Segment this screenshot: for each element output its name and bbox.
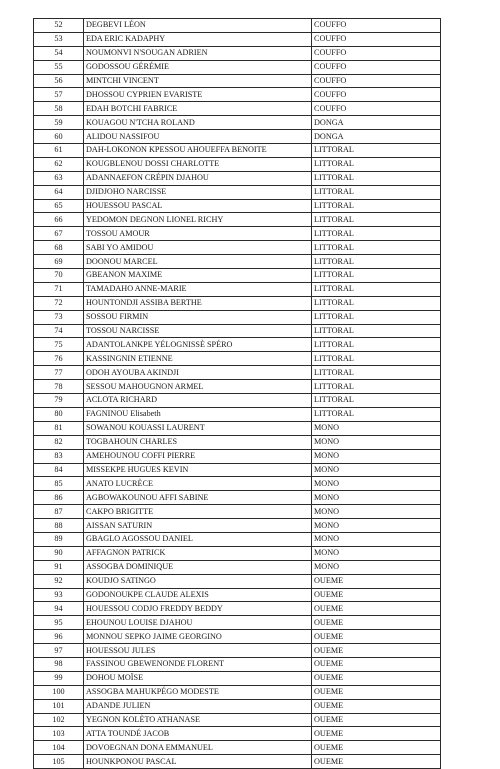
department-cell: DONGA — [312, 130, 441, 144]
table-row — [34, 185, 441, 199]
department-cell: MONO — [312, 435, 441, 449]
table-row — [34, 560, 441, 574]
name-cell: SOWANOU KOUASSI LAURENT — [84, 421, 312, 435]
row-number-cell: 74 — [34, 324, 84, 338]
row-number-cell: 104 — [34, 741, 84, 755]
row-number-cell: 94 — [34, 602, 84, 616]
table-row — [34, 532, 441, 546]
department-cell: OUEME — [312, 644, 441, 658]
table-row — [34, 255, 441, 269]
department-cell: COUFFO — [312, 102, 441, 116]
department-cell: OUEME — [312, 741, 441, 755]
table-row — [34, 199, 441, 213]
table-row — [34, 741, 441, 755]
department-cell: OUEME — [312, 699, 441, 713]
name-cell: TOSSOU AMOUR — [84, 227, 312, 241]
table-row — [34, 394, 441, 408]
name-cell: FASSINOU GBEWENONDE FLORENT — [84, 657, 312, 671]
department-cell: MONO — [312, 421, 441, 435]
table-row — [34, 421, 441, 435]
row-number-cell: 69 — [34, 255, 84, 269]
table-row — [34, 88, 441, 102]
table-row — [34, 602, 441, 616]
department-cell: LITTORAL — [312, 227, 441, 241]
table-row — [34, 657, 441, 671]
department-cell: LITTORAL — [312, 394, 441, 408]
row-number-cell: 83 — [34, 449, 84, 463]
name-cell: FAGNINOU Elisabeth — [84, 407, 312, 421]
row-number-cell: 59 — [34, 116, 84, 130]
row-number-cell: 87 — [34, 505, 84, 519]
name-cell: CAKPO BRIGITTE — [84, 505, 312, 519]
row-number-cell: 64 — [34, 185, 84, 199]
name-cell: ADANTOLANKPE YÉLOGNISSÈ SPÉRO — [84, 338, 312, 352]
table-row — [34, 630, 441, 644]
department-cell: OUEME — [312, 574, 441, 588]
row-number-cell: 90 — [34, 546, 84, 560]
table-row — [34, 241, 441, 255]
row-number-cell: 56 — [34, 74, 84, 88]
name-cell: ODOH AYOUBA AKINDJI — [84, 366, 312, 380]
table-row — [34, 269, 441, 283]
department-cell: MONO — [312, 505, 441, 519]
department-cell: LITTORAL — [312, 255, 441, 269]
department-cell: LITTORAL — [312, 171, 441, 185]
table-row — [34, 296, 441, 310]
name-cell: ACLOTA RICHARD — [84, 394, 312, 408]
table-row — [34, 352, 441, 366]
name-cell: MINTCHI VINCENT — [84, 74, 312, 88]
department-cell: MONO — [312, 449, 441, 463]
department-cell: DONGA — [312, 116, 441, 130]
table-row — [34, 213, 441, 227]
row-number-cell: 98 — [34, 657, 84, 671]
name-cell: ADANNAEFON CRÉPIN DJAHOU — [84, 171, 312, 185]
department-cell: LITTORAL — [312, 407, 441, 421]
name-cell: ASSOGBA DOMINIQUE — [84, 560, 312, 574]
department-cell: COUFFO — [312, 60, 441, 74]
table-row — [34, 380, 441, 394]
row-number-cell: 57 — [34, 88, 84, 102]
row-number-cell: 105 — [34, 755, 84, 769]
department-cell: MONO — [312, 477, 441, 491]
table-row — [34, 60, 441, 74]
department-cell: MONO — [312, 546, 441, 560]
name-cell: SABI YO AMIDOU — [84, 241, 312, 255]
department-cell: OUEME — [312, 671, 441, 685]
department-cell: LITTORAL — [312, 157, 441, 171]
department-cell: OUEME — [312, 616, 441, 630]
roster-table — [33, 18, 441, 769]
name-cell: DJIDJOHO NARCISSE — [84, 185, 312, 199]
row-number-cell: 93 — [34, 588, 84, 602]
name-cell: NOUMONVI N'SOUGAN ADRIEN — [84, 46, 312, 60]
row-number-cell: 62 — [34, 157, 84, 171]
department-cell: LITTORAL — [312, 185, 441, 199]
department-cell: OUEME — [312, 657, 441, 671]
table-row — [34, 366, 441, 380]
department-cell: LITTORAL — [312, 366, 441, 380]
department-cell: OUEME — [312, 713, 441, 727]
department-cell: LITTORAL — [312, 241, 441, 255]
row-number-cell: 58 — [34, 102, 84, 116]
name-cell: DHOSSOU CYPRIEN EVARISTE — [84, 88, 312, 102]
department-cell: OUEME — [312, 685, 441, 699]
row-number-cell: 72 — [34, 296, 84, 310]
row-number-cell: 61 — [34, 144, 84, 158]
row-number-cell: 78 — [34, 380, 84, 394]
table-row — [34, 755, 441, 769]
row-number-cell: 89 — [34, 532, 84, 546]
table-row — [34, 713, 441, 727]
department-cell: MONO — [312, 532, 441, 546]
table-row — [34, 157, 441, 171]
table-row — [34, 227, 441, 241]
table-row — [34, 491, 441, 505]
department-cell: COUFFO — [312, 74, 441, 88]
name-cell: SOSSOU FIRMIN — [84, 310, 312, 324]
department-cell: COUFFO — [312, 46, 441, 60]
department-cell: MONO — [312, 491, 441, 505]
table-row — [34, 588, 441, 602]
name-cell: AGBOWAKOUNOU AFFI SABINE — [84, 491, 312, 505]
table-row — [34, 102, 441, 116]
name-cell: ANATO LUCRÈCE — [84, 477, 312, 491]
table-row — [34, 74, 441, 88]
table-row — [34, 435, 441, 449]
row-number-cell: 96 — [34, 630, 84, 644]
row-number-cell: 81 — [34, 421, 84, 435]
name-cell: GODOSSOU GÉRÉMIE — [84, 60, 312, 74]
department-cell: OUEME — [312, 727, 441, 741]
table-row — [34, 519, 441, 533]
name-cell: KOUGBLENOU DOSSI CHARLOTTE — [84, 157, 312, 171]
name-cell: EDAH BOTCHI FABRICE — [84, 102, 312, 116]
table-row — [34, 685, 441, 699]
row-number-cell: 75 — [34, 338, 84, 352]
name-cell: TOSSOU NARCISSE — [84, 324, 312, 338]
row-number-cell: 55 — [34, 60, 84, 74]
department-cell: LITTORAL — [312, 199, 441, 213]
row-number-cell: 88 — [34, 519, 84, 533]
table-row — [34, 46, 441, 60]
row-number-cell: 84 — [34, 463, 84, 477]
department-cell: LITTORAL — [312, 380, 441, 394]
department-cell: LITTORAL — [312, 324, 441, 338]
department-cell: MONO — [312, 519, 441, 533]
row-number-cell: 54 — [34, 46, 84, 60]
row-number-cell: 65 — [34, 199, 84, 213]
name-cell: HOUESSOU JULES — [84, 644, 312, 658]
name-cell: MISSEKPE HUGUES KEVIN — [84, 463, 312, 477]
row-number-cell: 53 — [34, 32, 84, 46]
name-cell: DOHOU MOÏSE — [84, 671, 312, 685]
row-number-cell: 71 — [34, 282, 84, 296]
row-number-cell: 68 — [34, 241, 84, 255]
table-row — [34, 324, 441, 338]
name-cell: HOUESSOU PASCAL — [84, 199, 312, 213]
table-row — [34, 338, 441, 352]
name-cell: DOONOU MARCEL — [84, 255, 312, 269]
row-number-cell: 76 — [34, 352, 84, 366]
table-row — [34, 130, 441, 144]
name-cell: HOUNKPONOU PASCAL — [84, 755, 312, 769]
name-cell: ADANDE JULIEN — [84, 699, 312, 713]
table-row — [34, 32, 441, 46]
name-cell: YEGNON KOLÈTO ATHANASE — [84, 713, 312, 727]
department-cell: LITTORAL — [312, 338, 441, 352]
roster-table-body — [34, 19, 441, 769]
table-row — [34, 505, 441, 519]
row-number-cell: 73 — [34, 310, 84, 324]
row-number-cell: 66 — [34, 213, 84, 227]
name-cell: KASSINGNIN ETIENNE — [84, 352, 312, 366]
name-cell: ATTA TOUNDÉ JACOB — [84, 727, 312, 741]
table-row — [34, 449, 441, 463]
table-row — [34, 116, 441, 130]
row-number-cell: 70 — [34, 269, 84, 283]
name-cell: DEGBEVI LÉON — [84, 19, 312, 33]
row-number-cell: 67 — [34, 227, 84, 241]
table-row — [34, 546, 441, 560]
name-cell: MONNOU SEPKO JAIME GEORGINO — [84, 630, 312, 644]
row-number-cell: 91 — [34, 560, 84, 574]
name-cell: AFFAGNON PATRICK — [84, 546, 312, 560]
row-number-cell: 82 — [34, 435, 84, 449]
department-cell: LITTORAL — [312, 310, 441, 324]
department-cell: OUEME — [312, 755, 441, 769]
name-cell: EHOUNOU LOUISE DJAHOU — [84, 616, 312, 630]
name-cell: YEDOMON DEGNON LIONEL RICHY — [84, 213, 312, 227]
department-cell: OUEME — [312, 630, 441, 644]
document-page — [33, 18, 441, 769]
name-cell: TAMADAHO ANNE-MARIE — [84, 282, 312, 296]
table-row — [34, 407, 441, 421]
table-row — [34, 144, 441, 158]
department-cell: LITTORAL — [312, 269, 441, 283]
department-cell: COUFFO — [312, 32, 441, 46]
department-cell: LITTORAL — [312, 282, 441, 296]
table-row — [34, 171, 441, 185]
name-cell: EDA ERIC KADAPHY — [84, 32, 312, 46]
department-cell: LITTORAL — [312, 296, 441, 310]
row-number-cell: 60 — [34, 130, 84, 144]
table-row — [34, 671, 441, 685]
name-cell: ASSOGBA MAHUKPÉGO MODESTE — [84, 685, 312, 699]
table-row — [34, 727, 441, 741]
name-cell: HOUESSOU CODJO FREDDY BEDDY — [84, 602, 312, 616]
name-cell: DOVOEGNAN DONA EMMANUEL — [84, 741, 312, 755]
department-cell: MONO — [312, 463, 441, 477]
department-cell: COUFFO — [312, 88, 441, 102]
department-cell: LITTORAL — [312, 352, 441, 366]
row-number-cell: 97 — [34, 644, 84, 658]
row-number-cell: 85 — [34, 477, 84, 491]
row-number-cell: 63 — [34, 171, 84, 185]
name-cell: AMEHOUNOU COFFI PIERRE — [84, 449, 312, 463]
row-number-cell: 101 — [34, 699, 84, 713]
row-number-cell: 92 — [34, 574, 84, 588]
department-cell: OUEME — [312, 602, 441, 616]
name-cell: KOUAGOU N'TCHA ROLAND — [84, 116, 312, 130]
row-number-cell: 77 — [34, 366, 84, 380]
name-cell: HOUNTONDJI ASSIBA BERTHE — [84, 296, 312, 310]
department-cell: LITTORAL — [312, 144, 441, 158]
table-row — [34, 310, 441, 324]
row-number-cell: 86 — [34, 491, 84, 505]
table-row — [34, 282, 441, 296]
department-cell: COUFFO — [312, 19, 441, 33]
name-cell: GBEANON MAXIME — [84, 269, 312, 283]
row-number-cell: 52 — [34, 19, 84, 33]
row-number-cell: 80 — [34, 407, 84, 421]
row-number-cell: 100 — [34, 685, 84, 699]
table-row — [34, 616, 441, 630]
row-number-cell: 103 — [34, 727, 84, 741]
table-row — [34, 644, 441, 658]
name-cell: SESSOU MAHOUGNON ARMEL — [84, 380, 312, 394]
department-cell: LITTORAL — [312, 213, 441, 227]
row-number-cell: 79 — [34, 394, 84, 408]
name-cell: KOUDJO SATINGO — [84, 574, 312, 588]
row-number-cell: 102 — [34, 713, 84, 727]
table-row — [34, 463, 441, 477]
department-cell: MONO — [312, 560, 441, 574]
table-row — [34, 19, 441, 33]
department-cell: OUEME — [312, 588, 441, 602]
name-cell: GODONOUKPE CLAUDE ALEXIS — [84, 588, 312, 602]
name-cell: AISSAN SATURIN — [84, 519, 312, 533]
name-cell: DAH-LOKONON KPESSOU AHOUEFFA BENOITE — [84, 144, 312, 158]
name-cell: ALIDOU NASSIFOU — [84, 130, 312, 144]
table-row — [34, 574, 441, 588]
name-cell: GBAGLO AGOSSOU DANIEL — [84, 532, 312, 546]
table-row — [34, 699, 441, 713]
name-cell: TOGBAHOUN CHARLES — [84, 435, 312, 449]
row-number-cell: 95 — [34, 616, 84, 630]
row-number-cell: 99 — [34, 671, 84, 685]
table-row — [34, 477, 441, 491]
